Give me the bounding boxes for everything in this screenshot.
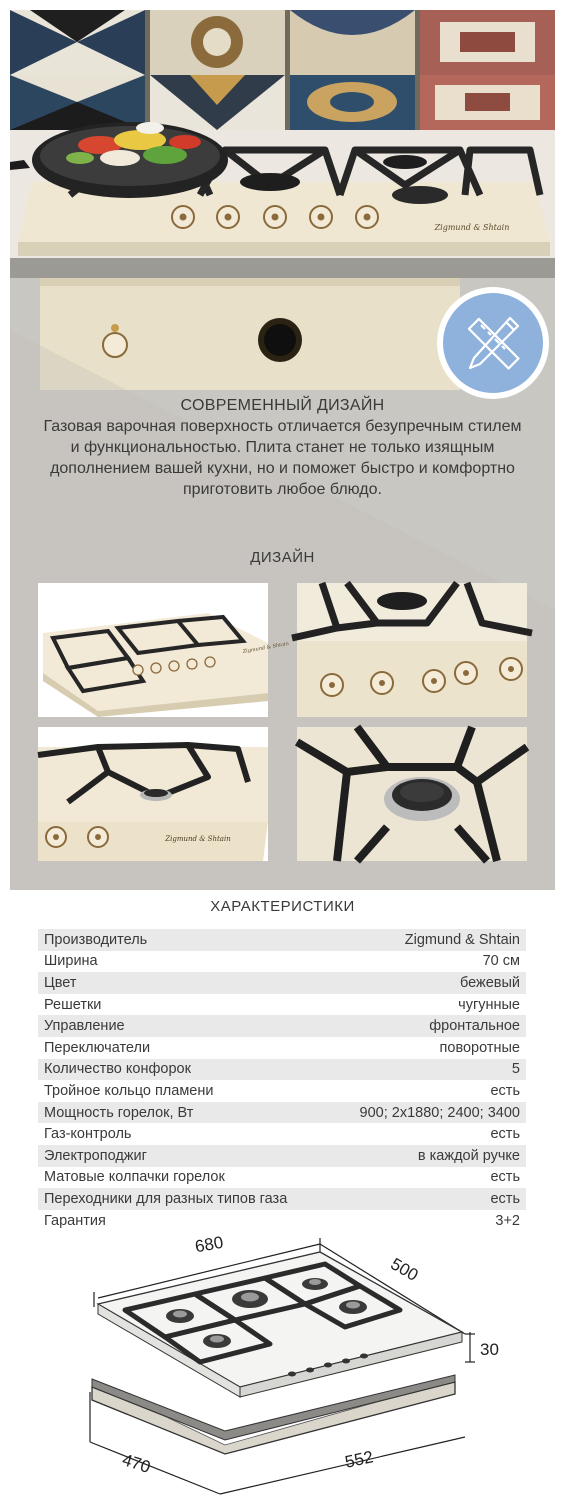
spec-name: Управление [44, 1018, 125, 1035]
spec-row [38, 951, 526, 973]
design-photo-1 [38, 583, 290, 717]
spec-row [38, 1188, 526, 1210]
hero-title: СОВРЕМЕННЫЙ ДИЗАЙН [180, 397, 385, 414]
spec-value: 5 [511, 1061, 520, 1078]
dim-height-label: 30 [480, 1340, 499, 1359]
spec-row [38, 1210, 526, 1232]
spec-name: Ширина [44, 953, 98, 970]
spec-value: фронтальное [429, 1018, 520, 1035]
spec-value: Zigmund & Shtain [404, 931, 520, 948]
design-photo-4 [297, 727, 527, 861]
spec-row [38, 1167, 526, 1189]
spec-row [38, 929, 526, 951]
specs-title: ХАРАКТЕРИСТИКИ [210, 898, 355, 915]
design-photo-2 [297, 583, 527, 717]
thumb-brand-text-1: Zigmund & Shtain [242, 640, 290, 655]
dimensions-drawing [70, 1232, 510, 1494]
spec-row [38, 994, 526, 1016]
spec-name: Переходники для разных типов газа [44, 1190, 288, 1207]
spec-name: Мощность горелок, Вт [44, 1104, 194, 1121]
dim-depth-label: 500 [387, 1254, 422, 1285]
hero-section [10, 10, 555, 890]
spec-name: Газ-контроль [44, 1126, 132, 1143]
dim-cutout-depth-label: 470 [119, 1450, 153, 1477]
spec-row [38, 972, 526, 994]
panel-brand-text: Zigmund & Shtain [434, 223, 510, 232]
spec-value: есть [490, 1082, 520, 1099]
spec-name: Тройное кольцо пламени [44, 1082, 214, 1099]
spec-row [38, 1037, 526, 1059]
spec-value: есть [490, 1190, 520, 1207]
spec-name: Решетки [44, 996, 102, 1013]
spec-name: Количество конфорок [44, 1061, 191, 1078]
thumb-brand-text-3: Zigmund & Shtain [165, 835, 231, 843]
spec-name: Переключатели [44, 1039, 151, 1056]
spec-name: Матовые колпачки горелок [44, 1169, 225, 1186]
design-badge [437, 287, 549, 399]
spec-name: Производитель [44, 931, 148, 948]
spec-value: 900; 2x1880; 2400; 3400 [359, 1104, 520, 1121]
spec-value: 70 см [482, 953, 520, 970]
spec-value: бежевый [459, 974, 520, 991]
spec-value: 3+2 [495, 1212, 520, 1229]
spec-row [38, 1145, 526, 1167]
spec-value: есть [490, 1169, 520, 1186]
spec-value: чугунные [458, 996, 520, 1013]
spec-value: есть [490, 1126, 520, 1143]
hero-description: Газовая варочная поверхность отличается безупречным стилем и функциональностью. Плита станет не только изящным дополнением вашей кухни, но и поможет быстро и комфортно приготовить любое блюдо. [43, 418, 522, 498]
specs-table [38, 929, 526, 1231]
design-section-label: ДИЗАЙН [250, 549, 315, 566]
spec-name: Цвет [44, 974, 77, 991]
spec-value: в каждой ручке [417, 1147, 520, 1164]
dim-width-label: 680 [193, 1232, 225, 1257]
design-photo-3 [38, 727, 268, 861]
spec-value: поворотные [439, 1039, 520, 1056]
spec-row [38, 1059, 526, 1081]
ruler-pencil-icon [458, 308, 528, 378]
spec-row [38, 1015, 526, 1037]
spec-name: Гарантия [44, 1212, 106, 1229]
spec-row [38, 1102, 526, 1124]
spec-row [38, 1080, 526, 1102]
spec-name: Электроподжиг [44, 1147, 147, 1164]
dim-cutout-width-label: 552 [343, 1447, 375, 1472]
spec-row [38, 1123, 526, 1145]
